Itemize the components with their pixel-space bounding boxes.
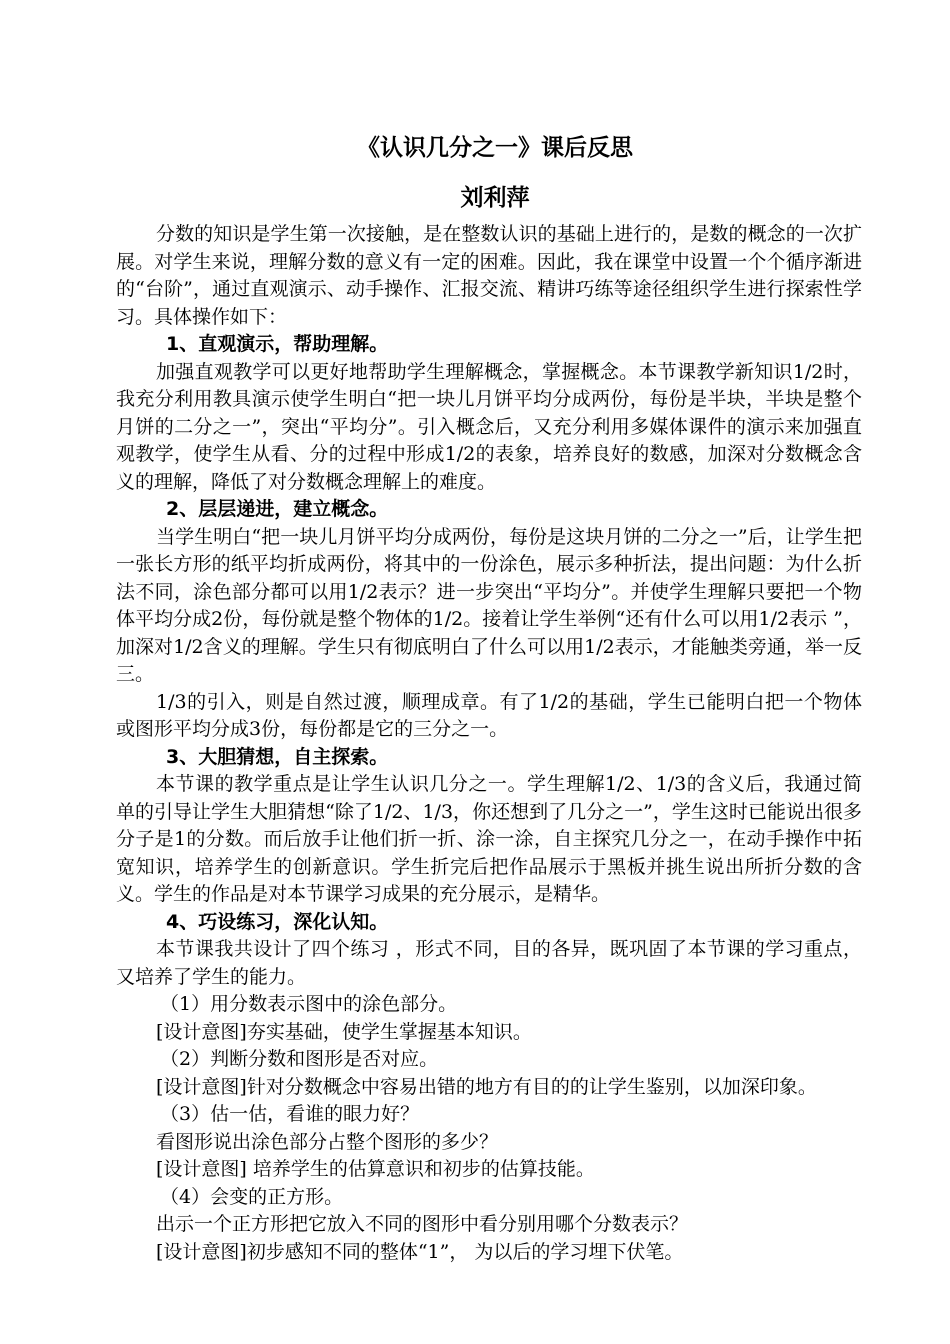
document-body xyxy=(116,221,862,1266)
section-heading: 3、大胆猜想，自主探索。 xyxy=(166,745,389,768)
exercise-item: （2）判断分数和图形是否对应。 xyxy=(160,1048,439,1070)
exercise-item: （3）估一估，看谁的眼力好？ xyxy=(160,1103,420,1125)
body-paragraph: 本节课我共设计了四个练习 ，形式不同，目的各异，既巩固了本节课的学习重点，又培养了学生的能力。 xyxy=(116,938,862,988)
exercise-item: （4）会变的正方形。 xyxy=(160,1185,344,1208)
section-heading: 2、层层递进，建立概念。 xyxy=(166,498,389,520)
section-heading: 4、巧设练习，深化认知。 xyxy=(166,910,389,933)
document-title: 《认识几分之一》课后反思 xyxy=(357,135,633,161)
body-paragraph: 看图形说出涂色部分占整个图形的多少？ xyxy=(156,1130,499,1153)
body-paragraph: 本节课的教学重点是让学生认识几分之一。学生理解1/2、1/3的含义后，我通过简单的引导让学生大胆猜想“除了1/2、1/3，你还想到了几分之一”，学生这时已能说出很多分子是1的分数。而后放手让他们折一折、涂一涂，自主探究几分之一，在动手操作中拓宽知识，培养学生的创新意识。学生折完后把作品展示于黑板并挑生说出所折分数的含义。学生的作品是对本节课学习成果的充分展示，是精华。 xyxy=(116,773,862,905)
body-paragraph: [设计意图] 培养学生的估算意识和初步的估算技能。 xyxy=(156,1158,595,1180)
body-paragraph: 当学生明白“把一块儿月饼平均分成两份，每份是这块月饼的二分之一”后，让学生把一张长方形的纸平均折成两份，将其中的一份涂色，展示多种折法，提出问题：为什么折法不同，涂色部分都可以用1/2表示？进一步突出“平均分”。并使学生理解只要把一个物体平均分成2份，每份就是整个物体的1/2。接着让学生举例“还有什么可以用1/2表示 ”，加深对1/2含义的理解。学生只有彻底明白了什么可以用1/2表示，才能触类旁通，举一反三。 xyxy=(116,525,862,685)
body-paragraph: 1/3的引入，则是自然过渡，顺理成章。有了1/2的基础，学生已能明白把一个物体或图形平均分成3份，每份都是它的三分之一。 xyxy=(116,690,862,740)
body-paragraph: 分数的知识是学生第一次接触，是在整数认识的基础上进行的，是数的概念的一次扩展。对学生来说，理解分数的意义有一定的困难。因此，我在课堂中设置一个个循序渐进的“台阶”，通过直观演示、动手操作、汇报交流、精讲巧练等途径组织学生进行探索性学习。具体操作如下： xyxy=(116,223,862,328)
body-paragraph: 加强直观教学可以更好地帮助学生理解概念，掌握概念。本节课教学新知识1/2时，我充分利用教具演示使学生明白“把一块儿月饼平均分成两份，每份是半块，半块是整个月饼的二分之一”，突出“平均分”。引入概念后，又充分利用多媒体课件的演示来加强直观教学，使学生从看、分的过程中形成1/2的表象，培养良好的数感，加深对分数概念含义的理解，降低了对分数概念理解上的难度。 xyxy=(116,360,862,493)
body-paragraph: 出示一个正方形把它放入不同的图形中看分别用哪个分数表示？ xyxy=(156,1213,689,1235)
exercise-item: （1）用分数表示图中的涂色部分。 xyxy=(160,993,458,1015)
document-author: 刘利萍 xyxy=(460,185,530,211)
body-paragraph: [设计意图]针对分数概念中容易出错的地方有目的的让学生鉴别，以加深印象。 xyxy=(156,1075,817,1098)
section-heading: 1、直观演示，帮助理解。 xyxy=(166,333,389,355)
body-paragraph: [设计意图]夯实基础，使学生掌握基本知识。 xyxy=(156,1020,532,1043)
body-paragraph: [设计意图]初步感知不同的整体“1”， 为以后的学习埋下伏笔。 xyxy=(156,1240,684,1263)
